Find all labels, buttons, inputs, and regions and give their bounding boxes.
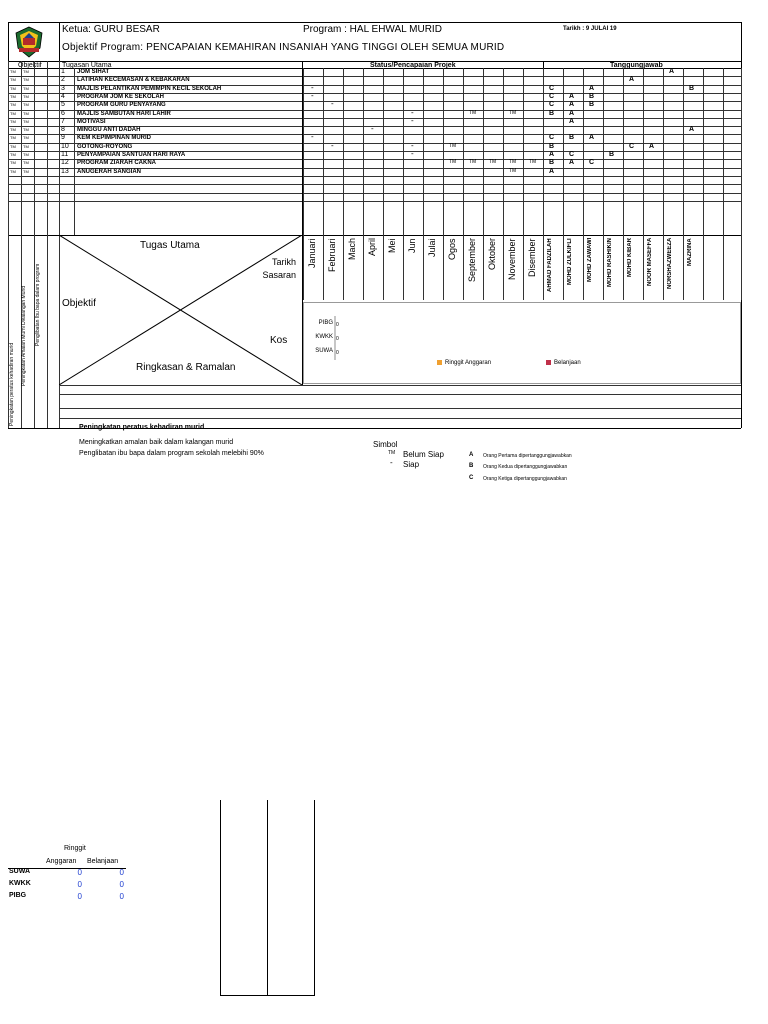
objective-col-line: [47, 61, 48, 428]
budget-row-label: SUWA: [9, 868, 30, 875]
grid-row-line: [8, 176, 741, 177]
diagram-objektif: Objektif: [62, 298, 96, 309]
status-tm-mark: TM: [509, 159, 517, 165]
responsibility-mark: A: [589, 134, 595, 141]
person-label: NOOR MASEFFA: [647, 238, 653, 287]
objective-tm-mark: TM: [10, 69, 16, 74]
task-number: 6: [61, 110, 65, 117]
month-col-line: [463, 68, 464, 300]
status-tm-mark: TM: [509, 168, 517, 174]
month-col-line: [483, 68, 484, 300]
objective-tm-mark: TM: [10, 135, 16, 140]
objective-tm-mark: TM: [10, 94, 16, 99]
responsibility-mark: A: [629, 76, 635, 83]
month-label: Oktober: [487, 238, 497, 271]
person-label: AHMAD FADZILAH: [547, 238, 553, 292]
responsibility-mark: C: [549, 93, 555, 100]
person-label: MOHD RASHIKIN: [607, 238, 613, 287]
budget-row-belanjaan: 0: [119, 892, 124, 901]
diagram-tugas-utama: Tugas Utama: [140, 240, 200, 251]
status-dash-mark: -: [371, 124, 374, 133]
resp-col-line: [741, 68, 742, 300]
responsibility-mark: A: [649, 143, 655, 150]
month-label: Mei: [387, 238, 397, 253]
responsibility-mark: A: [669, 68, 675, 75]
objective-vertical-3: Penglibatan Ibu bapa dalam program: [35, 263, 41, 346]
month-label: Disember: [527, 238, 537, 277]
status-tm-mark: TM: [469, 110, 477, 116]
program-label: Program : HAL EHWAL MURID: [303, 24, 442, 35]
objective-tm-mark: TM: [10, 77, 16, 82]
month-col-line: [383, 68, 384, 300]
objective-tm-mark: TM: [10, 160, 16, 165]
responsibility-mark: A: [569, 110, 575, 117]
responsibility-mark: C: [589, 159, 595, 166]
task-name: KEM KEPIMPINAN MURID: [77, 135, 152, 141]
resp-col-line: [623, 68, 624, 300]
task-name: PROGRAM ZIARAH CAKNA: [77, 160, 156, 166]
objective-tm-mark: TM: [10, 86, 16, 91]
task-number: 9: [61, 134, 65, 141]
budget-row-belanjaan: 0: [119, 868, 124, 877]
person-label: MOHD ZAWAWI: [587, 238, 593, 283]
month-col-line: [523, 68, 524, 300]
budget-row-anggaran: 0: [77, 868, 82, 877]
responsibility-mark: C: [549, 85, 555, 92]
resp-col-line: [723, 68, 724, 300]
objective-tm-mark: TM: [23, 127, 29, 132]
task-name: MINGGU ANTI DADAH: [77, 127, 141, 133]
objective-tm-mark: TM: [10, 152, 16, 157]
month-label: April: [367, 238, 377, 257]
responsibility-mark: B: [549, 143, 555, 150]
blank-row-2: [59, 394, 741, 395]
legend-anggaran-swatch: [437, 360, 442, 365]
chart-category-label: KWKK: [315, 334, 333, 340]
chart-tick-label: 0: [336, 336, 339, 342]
task-name: ANUGERAH SANGIAN: [77, 169, 142, 175]
task-name: JOM SIHAT: [77, 69, 110, 75]
responsibility-mark: C: [629, 143, 635, 150]
responsibility-mark: A: [569, 101, 575, 108]
responsibility-mark: B: [569, 134, 575, 141]
person-label: MOHD ZULKIFLI: [567, 238, 573, 285]
grid-row-line: [8, 201, 741, 202]
resp-col-line: [583, 68, 584, 300]
date-label: Tarikh : 9 JULAI 19: [563, 26, 617, 32]
objective-tm-mark: TM: [10, 111, 16, 116]
objective-col-header: Objektif: [18, 62, 42, 69]
status-dash-mark: -: [311, 83, 314, 92]
responsibility-mark: B: [609, 151, 615, 158]
responsibility-mark: B: [689, 85, 695, 92]
task-number: 8: [61, 126, 65, 133]
task-number: 5: [61, 101, 65, 108]
objective-tm-mark: TM: [10, 169, 16, 174]
objective-item-1: Peningkatan peratus kehadiran murid: [79, 424, 205, 431]
month-label: Ogos: [447, 238, 457, 260]
month-col-line: [323, 68, 324, 300]
status-dash-mark: -: [411, 141, 414, 150]
month-col-line: [423, 68, 424, 300]
resp-legend-c-text: Orang Ketiga dipertanggungjawabkan: [483, 476, 567, 482]
objective-item-3: Penglibatan ibu bapa dalam program sekolah melebihi 90%: [79, 450, 264, 457]
month-label: Februari: [327, 238, 337, 272]
objective-tm-mark: TM: [23, 77, 29, 82]
resp-col-line: [703, 68, 704, 300]
status-dash-mark: -: [311, 91, 314, 100]
blank-row-4: [59, 418, 741, 419]
task-name: LATIHAN KECEMASAN & KEBAKARAN: [77, 77, 190, 83]
month-col-line: [443, 68, 444, 300]
status-dash-mark: -: [331, 99, 334, 108]
chart-category-label: SUWA: [315, 348, 333, 354]
objective-tm-mark: TM: [23, 144, 29, 149]
objective-tm-mark: TM: [10, 127, 16, 132]
blank-row-3: [59, 408, 741, 409]
responsibility-mark: A: [569, 118, 575, 125]
objective-tm-mark: TM: [10, 119, 16, 124]
task-name: MAJLIS SAMBUTAN HARI LAHIR: [77, 111, 171, 117]
diagram-ringkasan: Ringkasan & Ramalan: [136, 362, 236, 373]
objective-tm-mark: TM: [23, 69, 29, 74]
responsibility-col-header: Tanggungjawab: [610, 62, 663, 69]
legend-anggaran-label: Ringgit Anggaran: [445, 360, 492, 367]
responsibility-mark: A: [549, 168, 555, 175]
responsibility-mark: A: [569, 93, 575, 100]
simbol-dash: -: [390, 458, 393, 467]
status-dash-mark: -: [331, 141, 334, 150]
objective-tm-mark: TM: [23, 135, 29, 140]
resp-legend-a-code: A: [469, 452, 474, 458]
objective-tm-mark: TM: [23, 160, 29, 165]
task-number: 12: [61, 159, 69, 166]
responsibility-mark: A: [569, 159, 575, 166]
simbol-tm: TM: [388, 450, 396, 456]
month-col-line: [343, 68, 344, 300]
legend-belanjaan-label: Belanjaan: [554, 360, 581, 367]
objective-tm-mark: TM: [23, 119, 29, 124]
budget-header-belanjaan: Belanjaan: [87, 858, 119, 865]
chart-tick-label: 0: [336, 322, 339, 328]
leader-label: Ketua: GURU BESAR: [62, 24, 160, 35]
objective-tm-mark: TM: [23, 102, 29, 107]
box-line-mid: [267, 800, 268, 996]
legend-belanjaan: [546, 360, 581, 366]
diagram-kos: Kos: [270, 335, 288, 346]
responsibility-mark: A: [589, 85, 595, 92]
month-label: Jun: [407, 238, 417, 253]
task-no-col-line: [74, 68, 75, 235]
month-label: Januari: [307, 238, 317, 268]
responsibility-mark: B: [589, 93, 595, 100]
status-divider: [543, 61, 544, 68]
objective-tm-mark: TM: [23, 152, 29, 157]
simbol-title: Simbol: [373, 440, 398, 449]
resp-legend-b-code: B: [469, 463, 474, 469]
task-number: 2: [61, 76, 65, 83]
month-label: Mach: [347, 238, 357, 261]
person-label: MAZRINA: [687, 238, 693, 266]
responsibility-mark: B: [549, 159, 555, 166]
legend-belanjaan-swatch: [546, 360, 551, 365]
budget-row-belanjaan: 0: [119, 880, 124, 889]
task-col-header: Tugasan Utama: [62, 62, 112, 69]
school-logo: [14, 26, 44, 58]
objective-tm-mark: TM: [23, 86, 29, 91]
chart-tick-label: 0: [336, 350, 339, 356]
month-col-line: [503, 68, 504, 300]
task-number: 13: [61, 168, 69, 175]
resp-col-line: [643, 68, 644, 300]
box-line-right: [314, 800, 315, 996]
simbol-dash-label: Siap: [403, 460, 420, 469]
frame-top: [8, 22, 741, 23]
task-number: 1: [61, 68, 65, 75]
status-tm-mark: TM: [469, 159, 477, 165]
task-number: 7: [61, 118, 65, 125]
status-tm-mark: TM: [529, 159, 537, 165]
task-number: 11: [61, 151, 69, 158]
month-label: November: [507, 238, 517, 280]
budget-row-label: KWKK: [9, 880, 31, 887]
responsibility-mark: C: [569, 151, 575, 158]
program-objective: Objektif Program: PENCAPAIAN KEMAHIRAN INSANIAH YANG TINGGI OLEH SEMUA MURID: [62, 42, 505, 53]
simbol-tm-label: Belum Siap: [403, 450, 444, 459]
responsibility-mark: C: [549, 134, 555, 141]
task-name: MAJLIS PELANTIKAN PEMIMPIN KECIL SEKOLAH: [77, 86, 222, 92]
budget-header-ringgit: Ringgit: [64, 845, 86, 852]
status-dash-mark: -: [411, 108, 414, 117]
chart-category-label: PIBG: [318, 320, 333, 326]
resp-legend-b-text: Orang Kedua dipertanggungjawabkan: [483, 464, 568, 470]
task-name: GOTONG-ROYONG: [77, 144, 133, 150]
grid-row-line: [8, 118, 741, 119]
task-name: MOTIVASI: [77, 119, 106, 125]
objective-tm-mark: TM: [23, 169, 29, 174]
resp-col-line: [683, 68, 684, 300]
resp-legend-a-text: Orang Pertama dipertanggungjawabkan: [483, 453, 572, 459]
objective-tm-mark: TM: [23, 94, 29, 99]
person-label: NORSHAZWEEZA: [667, 238, 673, 290]
budget-row-anggaran: 0: [77, 880, 82, 889]
task-number: 10: [61, 143, 69, 150]
responsibility-mark: A: [549, 151, 555, 158]
blank-row-1: [59, 385, 741, 386]
objective-tm-mark: TM: [10, 102, 16, 107]
task-name: PROGRAM JOM KE SEKOLAH: [77, 94, 165, 100]
month-col-line: [403, 68, 404, 300]
budget-row-anggaran: 0: [77, 892, 82, 901]
resp-col-line: [563, 68, 564, 300]
month-col-line: [363, 68, 364, 300]
grid-row-line: [8, 193, 741, 194]
task-name: PENYAMPAIAN SANTUAN HARI RAYA: [77, 152, 186, 158]
status-dash-mark: -: [411, 149, 414, 158]
objective-vertical-1: Peningkatan peratus kehadiran murid: [9, 342, 15, 426]
task-number: 3: [61, 85, 65, 92]
box-line-left: [220, 800, 221, 996]
objective-tm-mark: TM: [23, 111, 29, 116]
resp-col-line: [603, 68, 604, 300]
budget-header-anggaran: Anggaran: [46, 858, 77, 865]
resp-col-line: [543, 68, 544, 300]
responsibility-mark: A: [689, 126, 695, 133]
task-number: 4: [61, 93, 65, 100]
responsibility-mark: B: [589, 101, 595, 108]
grid-row-line: [8, 184, 741, 185]
cost-chart: [303, 302, 739, 382]
task-name: PROGRAM GURU PENYAYANG: [77, 102, 166, 108]
status-col-header: Status/Pencapaian Projek: [370, 62, 456, 69]
resp-legend-c-code: C: [469, 475, 474, 481]
objective-vertical-2: Peningkatan Amalan Murni Dikalangan Murid: [21, 285, 27, 386]
status-tm-mark: TM: [449, 143, 457, 149]
status-tm-mark: TM: [449, 159, 457, 165]
budget-row-label: PIBG: [9, 892, 27, 899]
status-dash-mark: -: [411, 116, 414, 125]
resp-col-line: [663, 68, 664, 300]
responsibility-mark: B: [549, 110, 555, 117]
month-col-line: [303, 68, 304, 300]
objective-item-2: Meningkatkan amalan baik dalam kalangan murid: [79, 439, 234, 446]
person-label: MOHD KIBAR: [627, 238, 633, 277]
legend-anggaran: [437, 360, 491, 366]
status-tm-mark: TM: [489, 159, 497, 165]
diagram-tarikh-sasaran: Tarikh Sasaran: [262, 257, 296, 280]
month-label: September: [467, 238, 477, 283]
responsibility-mark: C: [549, 101, 555, 108]
status-dash-mark: -: [311, 132, 314, 141]
objective-tm-mark: TM: [10, 144, 16, 149]
month-label: Julai: [427, 238, 437, 257]
status-tm-mark: TM: [509, 110, 517, 116]
box-line-bottom: [220, 995, 315, 996]
